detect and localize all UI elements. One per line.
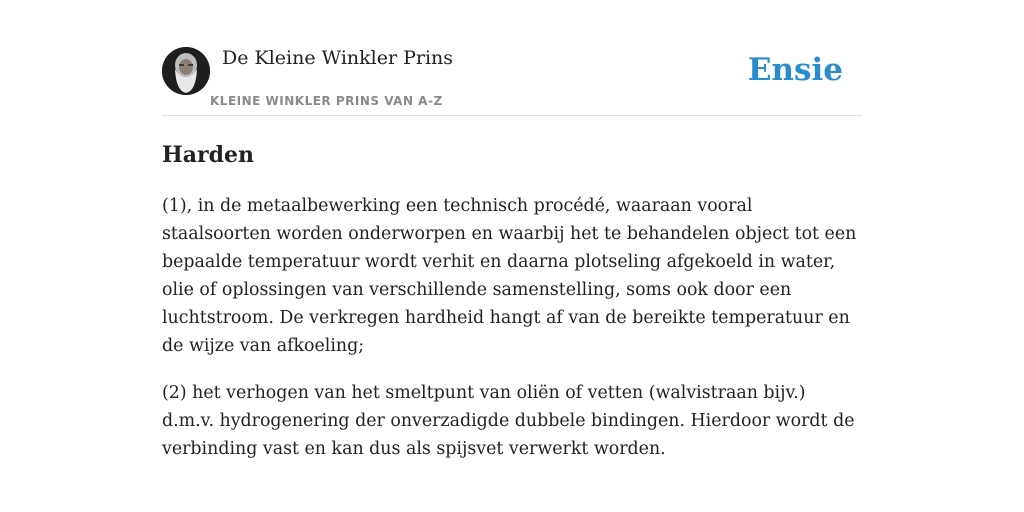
avatar[interactable]: [162, 47, 210, 95]
author-name[interactable]: De Kleine Winkler Prins: [222, 47, 454, 69]
entry-title: Harden: [162, 142, 255, 168]
entry-body: [162, 192, 862, 482]
bearded-man-portrait-icon: [162, 47, 210, 95]
brand-logo[interactable]: Ensie: [747, 52, 843, 88]
book-title[interactable]: KLEINE WINKLER PRINS VAN A-Z: [210, 94, 443, 108]
header: [162, 0, 862, 116]
page: [162, 0, 862, 512]
entry-paragraph-1: (1), in de metaalbewerking een technisch procédé, waaraan vooral staalsoorten worden onderworpen en waarbij het te behandelen object tot een bepaalde temperatuur wordt verhit en daarna plotseling afgekoeld in water, olie of oplossingen van verschillende samenstelling, soms ook door een luchtstroom. De verkregen hardheid hangt af van de bereikte temperatuur en de wijze van afkoeling;: [162, 196, 857, 356]
entry-paragraph-2: (2) het verhogen van het smeltpunt van oliën of vetten (walvistraan bijv.) d.m.v. hydrogenering der onverzadigde dubbele bindingen. Hierdoor wordt de verbinding vast en kan dus als spijsvet verwerkt worden.: [162, 383, 855, 459]
